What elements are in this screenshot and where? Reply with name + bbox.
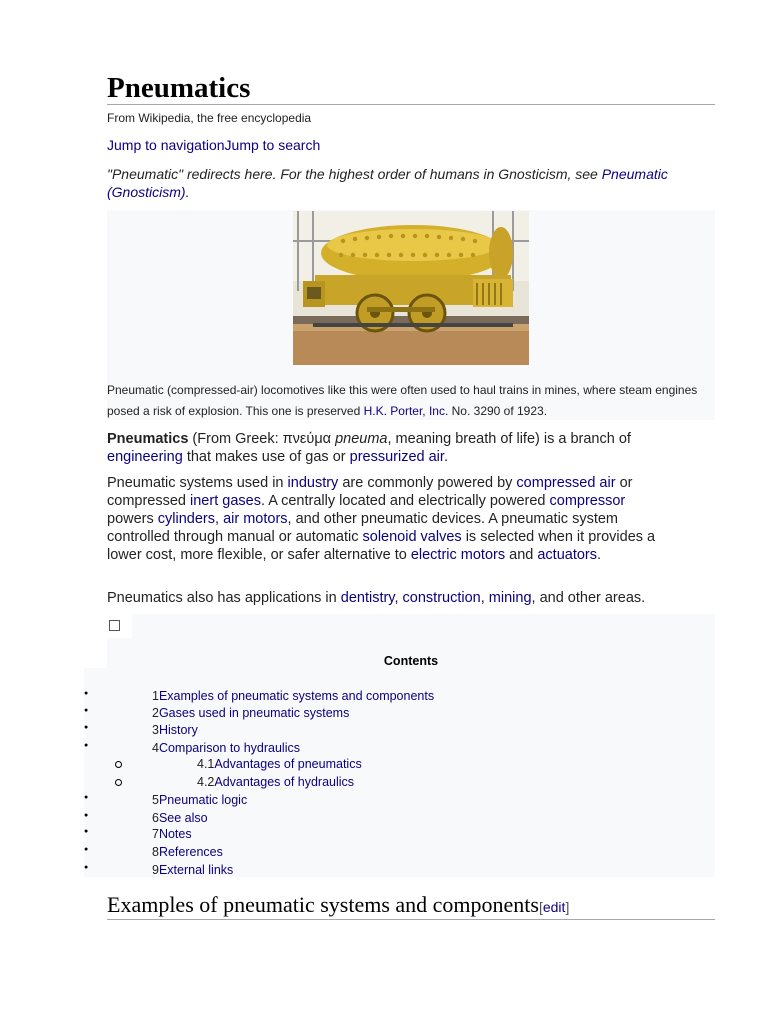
systems-text: are commonly powered by [338,475,517,491]
link-dentistry[interactable]: dentistry [340,590,395,606]
edit-bracket-open: [ [538,899,543,915]
toc-item-label: External links [158,863,234,877]
toc-item[interactable] [152,722,198,738]
link-actuators[interactable]: actuators [537,547,598,563]
edit-section-link[interactable]: edit [542,899,566,915]
systems-text: Pneumatic systems used in [107,475,288,491]
intro-paragraph [107,430,677,466]
toc-bullet: ● [84,724,89,731]
link-industry[interactable]: industry [287,475,339,491]
systems-text: . [597,547,602,563]
image-caption [107,380,707,422]
intro-pneuma: pneuma [335,431,388,447]
toc-bullet: ● [84,828,89,835]
thumbnail-figure [107,210,715,420]
toc-item-label: Pneumatic logic [158,793,248,807]
link-compressed-air[interactable]: compressed air [516,475,616,491]
toc-title: Contents [383,654,439,668]
apps-text: , [394,590,403,606]
toc-bullet: ● [84,690,89,697]
jump-links [107,137,320,153]
intro-bold-term: Pneumatics [107,431,189,447]
toc-item-number: 5 [152,793,159,807]
toc-item-number: 4.1 [197,757,215,771]
hatnote-end: . [185,184,190,200]
caption-text: Pneumatic (compressed-air) locomotives like this were often used to haul trains in mines, where steam engines posed a risk of explosion. This one is preserved [107,383,698,418]
link-cylinders[interactable]: cylinders [157,511,215,527]
locomotive-illustration [293,211,529,365]
link-electric-motors[interactable]: electric motors [410,547,506,563]
jump-to-navigation-link[interactable]: Jump to navigation [107,137,225,153]
edit-bracket-close: ] [565,899,570,915]
toc-item-label: Advantages of pneumatics [214,757,362,771]
link-pressurized-air[interactable]: pressurized air [349,449,444,465]
link-solenoid-valves[interactable]: solenoid valves [362,529,462,545]
link-compressor[interactable]: compressor [549,493,626,509]
toc-item-number: 6 [152,811,159,825]
toc-item-number: 7 [152,827,159,841]
toc-bullet: ● [84,846,89,853]
link-engineering[interactable]: engineering [107,449,183,465]
toc-item-number: 3 [152,723,159,737]
toc-item[interactable] [152,826,192,842]
systems-text: or compressed [107,475,633,509]
toc-item-label: Examples of pneumatic systems and components [158,689,435,703]
caption-end: No. 3290 of 1923. [448,404,548,418]
link-mining[interactable]: mining [488,590,532,606]
jump-to-search-link[interactable]: Jump to search [224,137,321,153]
toc-item-number: 8 [152,845,159,859]
toc-item-label: See also [158,811,208,825]
intro-text: (From Greek: [188,431,283,447]
locomotive-image[interactable] [293,211,529,365]
toc-item[interactable] [152,688,434,704]
link-construction[interactable]: construction [402,590,481,606]
toc-sub-bullet [115,779,122,786]
section-divider [107,919,715,920]
toc-item-number: 4 [152,741,159,755]
apps-text: , and other areas. [531,590,646,606]
systems-paragraph [107,474,667,564]
systems-text: , and other pneumatic devices. A pneumatic system controlled through manual or automatic [107,511,618,545]
toc-item-number: 9 [152,863,159,877]
hatnote-link[interactable]: Pneumatic (Gnosticism) [107,166,668,200]
toc-toggle-area [107,614,132,638]
section-heading-text: Examples of pneumatic systems and components [107,892,539,917]
toc-item[interactable] [152,705,349,721]
toc-item[interactable] [197,774,354,790]
link-air-motors[interactable]: air motors [223,511,288,527]
section-heading [107,891,569,921]
toc-toggle-checkbox[interactable] [109,620,120,631]
title-divider [107,104,715,105]
systems-text: , [215,511,224,527]
toc-item-label: Comparison to hydraulics [158,741,300,755]
caption-link-hk-porter[interactable]: H.K. Porter, Inc. [363,404,449,418]
toc-bullet: ● [84,707,89,714]
toc-item[interactable] [152,792,247,808]
applications-paragraph [107,589,677,607]
systems-text: is selected when it provides a lower cost, more flexible, or safer alternative to [107,529,656,563]
toc-bullet: ● [84,742,89,749]
apps-text: , [480,590,489,606]
toc-item[interactable] [152,844,223,860]
intro-text: . [443,449,448,465]
toc-item[interactable] [152,810,208,826]
site-tagline: From Wikipedia, the free encyclopedia [107,111,312,125]
toc-item-number: 1 [152,689,159,703]
toc-bullet: ● [84,794,89,801]
intro-greek: πνεύμα [282,431,332,447]
intro-text: , meaning breath of life) is a branch of [387,431,631,447]
toc-item[interactable] [197,756,362,772]
toc-item-label: Notes [158,827,192,841]
toc-item[interactable] [152,740,300,756]
link-inert-gases[interactable]: inert gases [190,493,261,509]
toc-item-number: 2 [152,706,159,720]
toc-bullet: ● [84,864,89,871]
systems-text: powers [107,511,158,527]
apps-text: Pneumatics also has applications in [107,590,341,606]
hatnote-text: "Pneumatic" redirects here. For the highest order of humans in Gnosticism, see [107,166,602,182]
toc-item-label: History [158,723,198,737]
toc-item-label: References [158,845,223,859]
toc-item-label: Advantages of hydraulics [214,775,355,789]
toc-item-number: 4.2 [197,775,215,789]
toc-sub-bullet [115,761,122,768]
toc-item-label: Gases used in pneumatic systems [158,706,350,720]
hatnote [107,165,697,201]
systems-text: and [505,547,538,563]
toc-item[interactable] [152,862,233,878]
page-title: Pneumatics [107,72,251,104]
toc-bullet: ● [84,812,89,819]
systems-text: . A centrally located and electrically powered [260,493,550,509]
intro-text: that makes use of gas or [182,449,350,465]
